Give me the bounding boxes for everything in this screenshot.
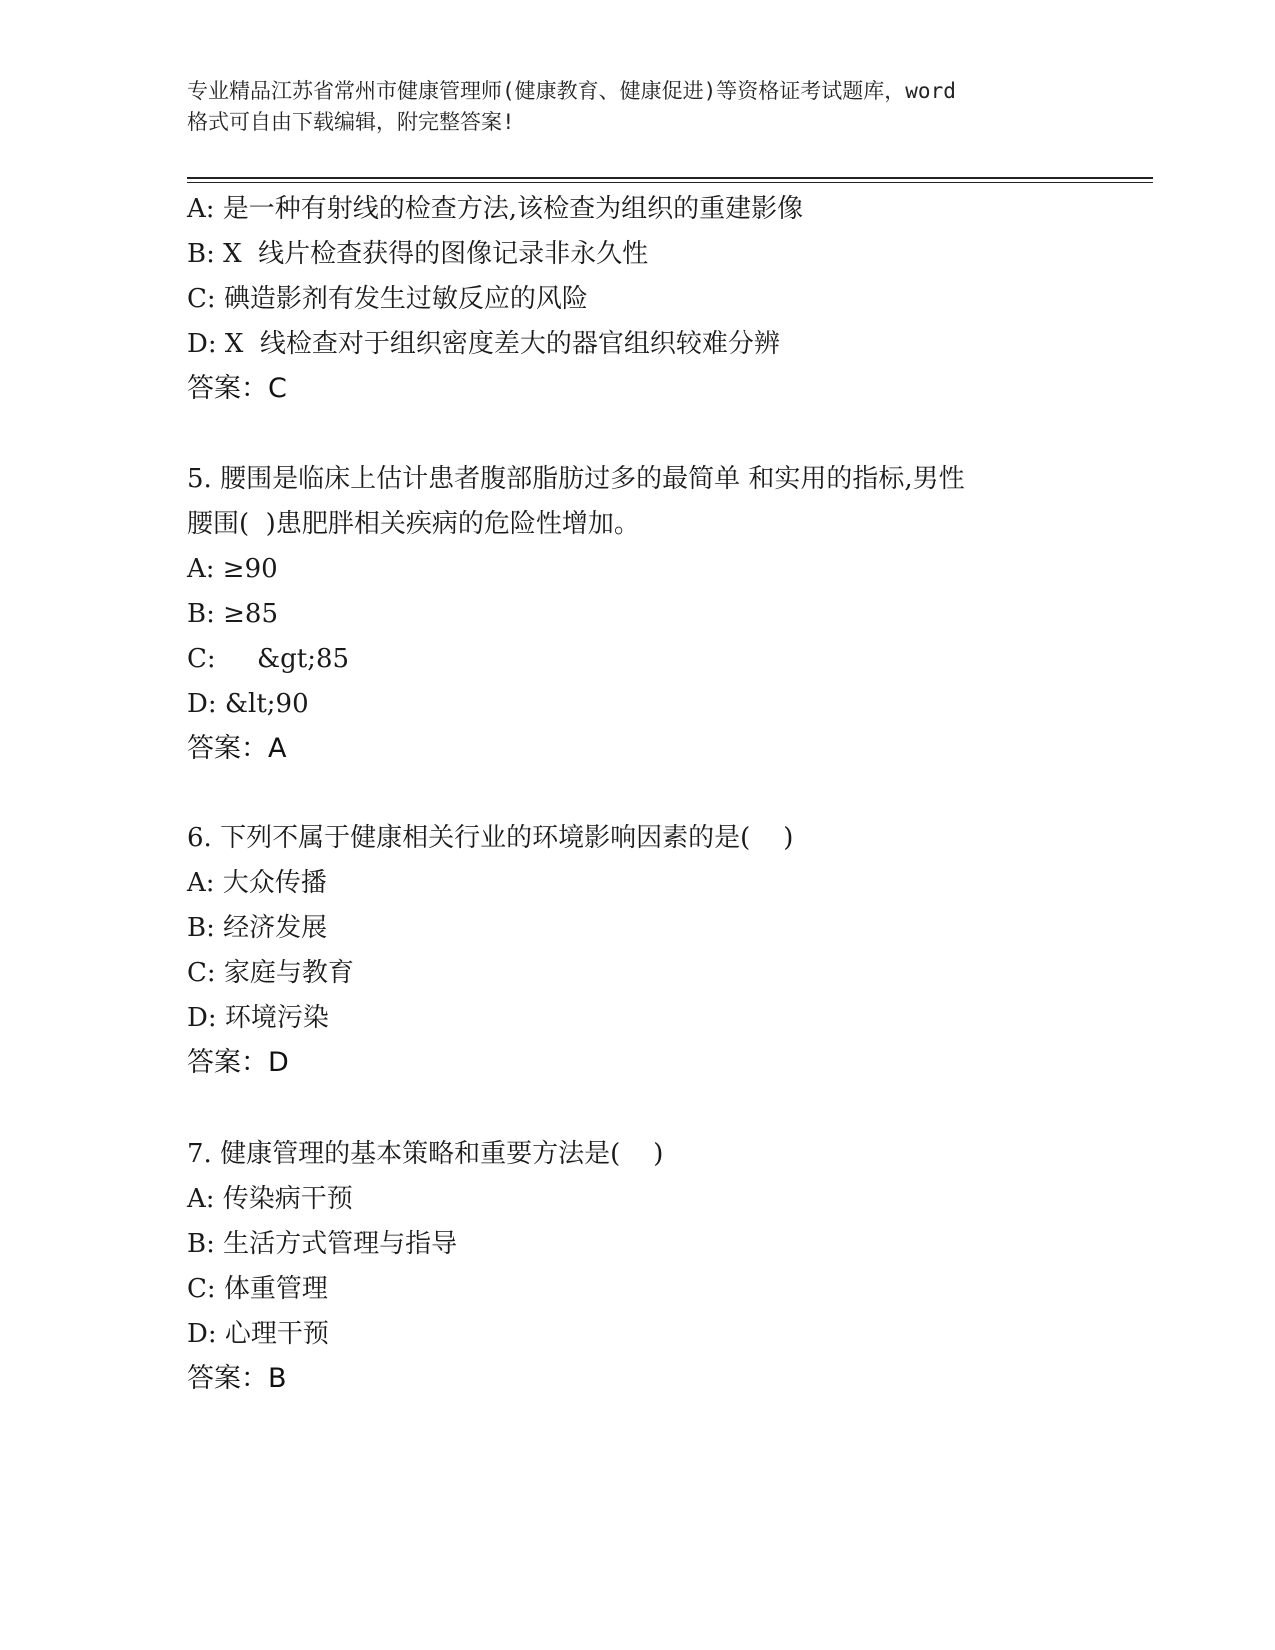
q7-option-a: A: 传染病干预 bbox=[187, 1184, 353, 1214]
q4-option-b: B: X 线片检查获得的图像记录非永久性 bbox=[187, 239, 649, 269]
q6-option-d: D: 环境污染 bbox=[187, 1003, 329, 1033]
q4-answer: 答案：C bbox=[187, 373, 287, 404]
q7-stem: 7. 健康管理的基本策略和重要方法是( ) bbox=[187, 1139, 664, 1169]
q5-answer: 答案：A bbox=[187, 733, 287, 764]
q7-option-b: B: 生活方式管理与指导 bbox=[187, 1229, 458, 1259]
header-divider-thick bbox=[187, 177, 1153, 179]
q6-option-a: A: 大众传播 bbox=[187, 868, 327, 898]
q7-option-d: D: 心理干预 bbox=[187, 1319, 329, 1349]
header-line-2: 格式可自由下载编辑，附完整答案! bbox=[187, 110, 515, 134]
q6-option-c: C: 家庭与教育 bbox=[187, 958, 354, 988]
q6-stem: 6. 下列不属于健康相关行业的环境影响因素的是( ) bbox=[187, 823, 794, 853]
q7-option-c: C: 体重管理 bbox=[187, 1274, 328, 1304]
q5-option-d: D: &lt;90 bbox=[187, 689, 309, 719]
header-line-1: 专业精品江苏省常州市健康管理师(健康教育、健康促进)等资格证考试题库，word bbox=[187, 79, 956, 103]
q5-option-b: B: ≥85 bbox=[187, 599, 278, 629]
header-divider-thin bbox=[187, 182, 1153, 183]
q5-option-c: C: &gt;85 bbox=[187, 644, 350, 674]
q6-answer: 答案：D bbox=[187, 1047, 289, 1078]
q5-stem-line-2: 腰围( )患肥胖相关疾病的危险性增加。 bbox=[187, 509, 640, 539]
q5-stem-line-1: 5. 腰围是临床上估计患者腹部脂肪过多的最简单 和实用的指标,男性 bbox=[187, 464, 965, 494]
q5-option-a: A: ≥90 bbox=[187, 554, 278, 584]
q4-option-d: D: X 线检查对于组织密度差大的器官组织较难分辨 bbox=[187, 329, 780, 359]
q4-option-c: C: 碘造影剂有发生过敏反应的风险 bbox=[187, 284, 588, 314]
q7-answer: 答案：B bbox=[187, 1363, 287, 1394]
q6-option-b: B: 经济发展 bbox=[187, 913, 328, 943]
q4-option-a: A: 是一种有射线的检查方法,该检查为组织的重建影像 bbox=[187, 194, 804, 224]
document-header bbox=[187, 76, 1087, 138]
